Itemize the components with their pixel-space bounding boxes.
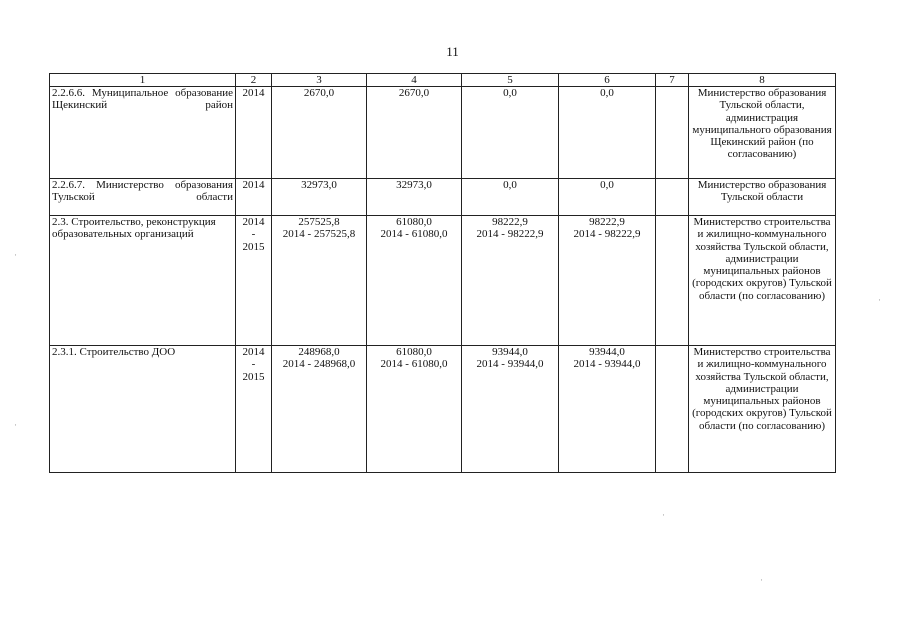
amount-value: 98222,9 — [492, 216, 528, 228]
responsible-cell: Министерство образования Тульской области — [689, 179, 836, 216]
responsible-cell: Министерство образования Тульской области, администрация муниципального образования Щекинский район (по согласованию) — [689, 87, 836, 179]
column-7-cell — [656, 179, 689, 216]
amount-value: 257525,8 — [298, 216, 340, 228]
measure-name-cell: 2.2.6.6. Муниципальное образование Щекинский район — [50, 87, 236, 179]
column-header-5: 5 — [462, 74, 559, 87]
scan-speck: · — [662, 510, 665, 520]
column-5-cell — [462, 87, 559, 179]
years-cell — [236, 179, 272, 216]
column-7-cell — [656, 346, 689, 473]
column-header-1: 1 — [50, 74, 236, 87]
years-cell — [236, 216, 272, 346]
scan-speck: · — [14, 420, 17, 430]
year-value: 2014 — [242, 179, 265, 191]
table-row — [50, 346, 836, 473]
year-separator: - — [251, 358, 256, 371]
column-4-cell — [367, 179, 462, 216]
amount-by-year: 2014 - 61080,0 — [380, 228, 448, 241]
table-row — [50, 216, 836, 346]
table-row — [50, 87, 836, 179]
responsible-cell: Министерство строительства и жилищно-коммунального хозяйства Тульской области, администрации муниципальных районов (городских округов) Тульской области (по согласованию) — [689, 346, 836, 473]
year-value: 2015 — [242, 370, 265, 383]
program-table — [49, 73, 836, 473]
column-5-cell — [462, 346, 559, 473]
column-header-2: 2 — [236, 74, 272, 87]
column-6-cell — [559, 346, 656, 473]
table-row — [50, 179, 836, 216]
total-cell — [272, 216, 367, 346]
page-number: 11 — [446, 44, 459, 59]
amount-by-year: 2014 - 93944,0 — [573, 358, 641, 371]
amount-value: 0,0 — [600, 179, 614, 191]
year-value: 2014 — [242, 216, 265, 228]
column-4-cell — [367, 346, 462, 473]
years-cell — [236, 87, 272, 179]
amount-value: 248968,0 — [298, 346, 340, 358]
column-header-6: 6 — [559, 74, 656, 87]
amount-value: 61080,0 — [396, 346, 432, 358]
total-cell — [272, 87, 367, 179]
header-row — [50, 74, 836, 87]
column-5-cell — [462, 216, 559, 346]
measure-name-cell: 2.2.6.7. Министерство образования Тульской области — [50, 179, 236, 216]
year-value: 2014 — [242, 346, 265, 358]
amount-value: 0,0 — [503, 179, 517, 191]
amount-value: 0,0 — [503, 87, 517, 99]
amount-by-year: 2014 - 257525,8 — [282, 228, 356, 241]
amount-by-year: 2014 - 93944,0 — [476, 358, 544, 371]
amount-value: 2670,0 — [398, 87, 430, 99]
amount-value: 32973,0 — [301, 179, 337, 191]
years-cell — [236, 346, 272, 473]
year-value: 2014 — [242, 87, 265, 99]
measure-name-cell: 2.3.1. Строительство ДОО — [50, 346, 236, 473]
measure-name-cell: 2.3. Строительство, реконструкция образовательных организаций — [50, 216, 236, 346]
year-value: 2015 — [242, 240, 265, 253]
total-cell — [272, 179, 367, 216]
column-header-4: 4 — [367, 74, 462, 87]
column-6-cell — [559, 216, 656, 346]
total-cell — [272, 346, 367, 473]
amount-value: 0,0 — [600, 87, 614, 99]
scan-speck: · — [878, 295, 881, 305]
responsible-cell: Министерство строительства и жилищно-коммунального хозяйства Тульской области, администрации муниципальных районов (городских округов) Тульской области (по согласованию) — [689, 216, 836, 346]
amount-value: 32973,0 — [396, 179, 432, 191]
year-separator: - — [251, 228, 256, 241]
column-7-cell — [656, 87, 689, 179]
column-6-cell — [559, 87, 656, 179]
column-4-cell — [367, 216, 462, 346]
amount-value: 93944,0 — [589, 346, 625, 358]
column-5-cell — [462, 179, 559, 216]
column-header-3: 3 — [272, 74, 367, 87]
amount-by-year: 2014 - 61080,0 — [380, 358, 448, 371]
scan-speck: · — [14, 250, 17, 260]
amount-by-year: 2014 - 98222,9 — [476, 228, 544, 241]
column-4-cell — [367, 87, 462, 179]
amount-by-year: 2014 - 248968,0 — [282, 358, 356, 371]
amount-value: 93944,0 — [492, 346, 528, 358]
column-header-8: 8 — [689, 74, 836, 87]
scan-speck: · — [760, 575, 763, 585]
amount-value: 98222,9 — [589, 216, 625, 228]
amount-value: 61080,0 — [396, 216, 432, 228]
column-header-7: 7 — [656, 74, 689, 87]
amount-value: 2670,0 — [303, 87, 335, 99]
amount-by-year: 2014 - 98222,9 — [573, 228, 641, 241]
column-6-cell — [559, 179, 656, 216]
column-7-cell — [656, 216, 689, 346]
